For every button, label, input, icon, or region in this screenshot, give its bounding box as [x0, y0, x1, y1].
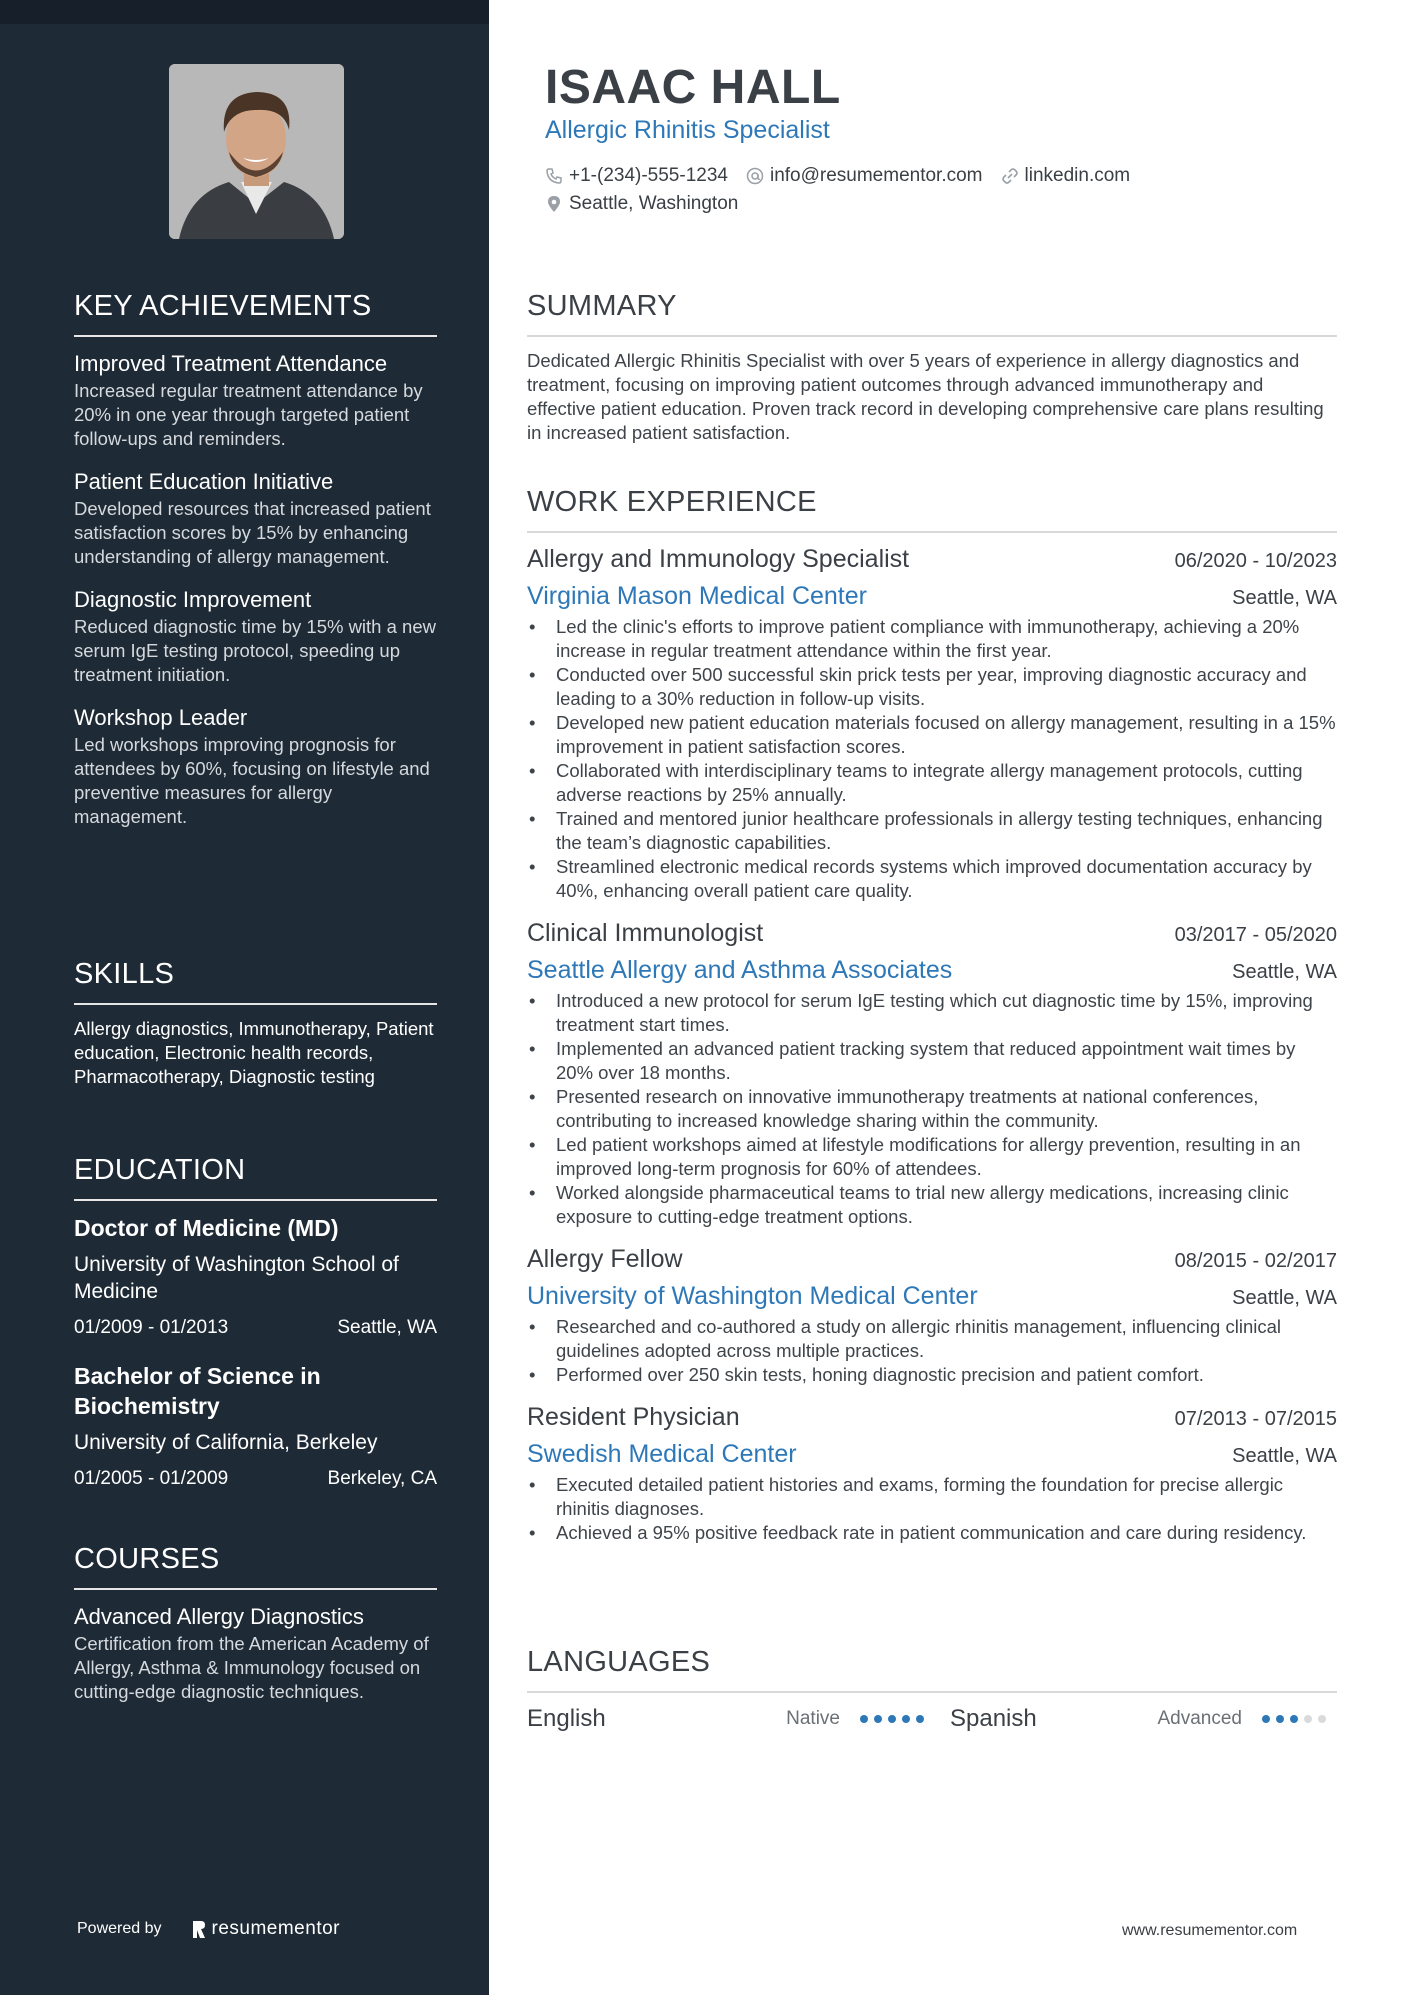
rating-dot-filled	[1276, 1715, 1284, 1723]
job-bullet: • Introduced a new protocol for serum IgE testing which cut diagnostic time by 15%, improving treatment start times.	[527, 989, 1337, 1037]
job-bullet: • Executed detailed patient histories and exams, forming the foundation for precise allergic rhinitis diagnoses.	[527, 1473, 1337, 1521]
languages-heading: LANGUAGES	[527, 1646, 1337, 1693]
education-item	[74, 1213, 437, 1339]
rating-dot-filled	[1290, 1715, 1298, 1723]
language-item	[950, 1705, 1337, 1733]
job-company: Virginia Mason Medical Center	[527, 582, 867, 610]
summary-section	[527, 290, 1337, 445]
job-location: Seattle, WA	[1232, 1445, 1337, 1467]
experience-section	[527, 486, 1337, 1561]
education-school: University of Washington School of Medicine	[74, 1253, 399, 1303]
education-school: University of California, Berkeley	[74, 1431, 378, 1454]
language-level: Native	[786, 1708, 840, 1729]
job-dates: 03/2017 - 05/2020	[1174, 924, 1337, 946]
phone-icon	[545, 167, 563, 185]
job-entry	[527, 545, 1337, 903]
rating-dot-empty	[1318, 1715, 1326, 1723]
achievement-desc: Increased regular treatment attendance by 20% in one year through targeted patient follow-ups and reminders.	[74, 380, 423, 449]
rating-dot-filled	[902, 1715, 910, 1723]
achievement-title: Improved Treatment Attendance	[74, 351, 388, 376]
achievement-desc: Reduced diagnostic time by 15% with a new serum IgE testing protocol, speeding up treatment initiation.	[74, 616, 436, 685]
job-bullet: • Researched and co-authored a study on allergic rhinitis management, influencing clinical guidelines adopted across multiple practices.	[527, 1315, 1337, 1363]
achievements-section	[74, 290, 437, 845]
rating-dot-filled	[916, 1715, 924, 1723]
job-bullet: • Worked alongside pharmaceutical teams to trial new allergy medications, increasing clinic exposure to cutting-edge treatment options.	[527, 1181, 1337, 1229]
location-text: Seattle, Washington	[569, 193, 739, 214]
job-bullet: • Led the clinic's efforts to improve patient compliance with immunotherapy, achieving a 20% increase in regular treatment attendance within the first year.	[527, 615, 1337, 663]
job-dates: 08/2015 - 02/2017	[1174, 1250, 1337, 1272]
experience-heading: WORK EXPERIENCE	[527, 486, 1337, 533]
candidate-title: Allergic Rhinitis Specialist	[545, 116, 830, 144]
job-bullet: • Trained and mentored junior healthcare professionals in allergy testing techniques, enhancing the team’s diagnostic capabilities.	[527, 807, 1337, 855]
footer-url[interactable]: www.resumementor.com	[1122, 1922, 1298, 1939]
job-role: Allergy Fellow	[527, 1245, 683, 1273]
job-dates: 06/2020 - 10/2023	[1174, 550, 1337, 572]
achievement-desc: Developed resources that increased patient satisfaction scores by 15% by enhancing understanding of allergy management.	[74, 498, 431, 567]
brand-logo[interactable]	[192, 1918, 341, 1940]
education-degree: Bachelor of Science in Biochemistry	[74, 1363, 321, 1419]
languages-section	[527, 1646, 1337, 1733]
powered-by	[77, 1918, 340, 1940]
language-rating	[1262, 1715, 1326, 1723]
job-bullet: • Developed new patient education materials focused on allergy management, resulting in a 15% improvement in patient satisfaction scores.	[527, 711, 1337, 759]
job-company: University of Washington Medical Center	[527, 1282, 978, 1310]
job-location: Seattle, WA	[1232, 587, 1337, 609]
achievement-title: Workshop Leader	[74, 705, 248, 730]
course-title: Advanced Allergy Diagnostics	[74, 1604, 364, 1629]
job-bullet: • Conducted over 500 successful skin prick tests per year, improving diagnostic accuracy and leading to a 30% reduction in follow-up visits.	[527, 663, 1337, 711]
job-bullet: • Performed over 250 skin tests, honing diagnostic precision and patient comfort.	[527, 1363, 1337, 1387]
profile-photo	[169, 64, 344, 239]
brand-name: resumementor	[211, 1918, 340, 1939]
skills-list: Allergy diagnostics, Immunotherapy, Patient education, Electronic health records, Pharmacotherapy, Diagnostic testing	[74, 1018, 434, 1087]
summary-heading: SUMMARY	[527, 290, 1337, 337]
language-name: English	[527, 1705, 606, 1732]
job-entry	[527, 919, 1337, 1229]
contact-phone[interactable]	[545, 165, 728, 187]
job-bullet: • Streamlined electronic medical records systems which improved documentation accuracy by 40%, enhancing overall patient care quality.	[527, 855, 1337, 903]
courses-heading: COURSES	[74, 1543, 437, 1590]
job-role: Resident Physician	[527, 1403, 740, 1431]
language-item	[527, 1705, 950, 1733]
email-at-icon	[746, 167, 764, 185]
job-bullet: • Led patient workshops aimed at lifestyle modifications for allergy prevention, resulting in an improved long-term prognosis for 60% of attendees.	[527, 1133, 1337, 1181]
language-level: Advanced	[1157, 1708, 1242, 1729]
job-location: Seattle, WA	[1232, 1287, 1337, 1309]
job-entry	[527, 1245, 1337, 1387]
job-location: Seattle, WA	[1232, 961, 1337, 983]
education-item	[74, 1361, 437, 1490]
job-bullet: • Collaborated with interdisciplinary teams to integrate allergy management protocols, cutting adverse reactions by 25% annually.	[527, 759, 1337, 807]
achievement-item	[74, 585, 437, 687]
job-bullet: • Achieved a 95% positive feedback rate in patient communication and care during residency.	[527, 1521, 1337, 1545]
language-name: Spanish	[950, 1705, 1037, 1732]
contact-linkedin[interactable]	[1001, 165, 1131, 187]
education-dates: 01/2005 - 01/2009	[74, 1468, 229, 1489]
job-role: Clinical Immunologist	[527, 919, 764, 947]
job-dates: 07/2013 - 07/2015	[1174, 1408, 1337, 1430]
person-portrait-icon	[169, 64, 344, 239]
email-text: info@resumementor.com	[769, 165, 983, 186]
achievement-item	[74, 349, 437, 451]
rating-dot-filled	[888, 1715, 896, 1723]
achievement-desc: Led workshops improving prognosis for attendees by 60%, focusing on lifestyle and preventive measures for allergy management.	[74, 734, 430, 827]
powered-by-label: Powered by	[77, 1920, 162, 1937]
job-bullets	[527, 1315, 1337, 1387]
contact-email[interactable]	[746, 165, 983, 187]
job-bullet: • Implemented an advanced patient tracking system that reduced appointment wait times by 20% over 18 months.	[527, 1037, 1337, 1085]
achievements-heading: KEY ACHIEVEMENTS	[74, 290, 437, 337]
job-bullets	[527, 989, 1337, 1229]
education-location: Berkeley, CA	[327, 1468, 437, 1489]
location-pin-icon	[545, 195, 563, 213]
job-entry	[527, 1403, 1337, 1545]
job-bullets	[527, 615, 1337, 903]
courses-section	[74, 1543, 437, 1720]
phone-text: +1-(234)-555-1234	[569, 165, 728, 186]
job-company: Seattle Allergy and Asthma Associates	[527, 956, 953, 984]
achievement-title: Diagnostic Improvement	[74, 587, 312, 612]
sidebar	[0, 0, 489, 1995]
rating-dot-filled	[874, 1715, 882, 1723]
summary-text: Dedicated Allergic Rhinitis Specialist with over 5 years of experience in allergy diagnostics and treatment, focusing on improving patient outcomes through advanced immunotherapy and effective patient education. Proven track record in developing comprehensive care plans resulting in increased patient satisfaction.	[527, 350, 1324, 443]
rating-dot-empty	[1304, 1715, 1312, 1723]
contact-location	[545, 193, 738, 215]
sidebar-top-strip	[0, 0, 489, 24]
education-degree: Doctor of Medicine (MD)	[74, 1215, 339, 1241]
course-item	[74, 1602, 437, 1704]
achievement-item	[74, 467, 437, 569]
job-role: Allergy and Immunology Specialist	[527, 545, 910, 573]
contact-info	[545, 162, 1305, 218]
candidate-name: ISAAC HALL	[545, 61, 841, 114]
rating-dot-filled	[1262, 1715, 1270, 1723]
education-heading: EDUCATION	[74, 1154, 437, 1201]
brand-mark-icon	[192, 1920, 206, 1939]
achievement-title: Patient Education Initiative	[74, 469, 334, 494]
job-company: Swedish Medical Center	[527, 1440, 797, 1468]
course-desc: Certification from the American Academy of Allergy, Asthma & Immunology focused on cutting-edge diagnostic techniques.	[74, 1633, 429, 1702]
achievement-item	[74, 703, 437, 829]
skills-heading: SKILLS	[74, 958, 437, 1005]
education-location: Seattle, WA	[337, 1317, 437, 1338]
job-bullet: • Presented research on innovative immunotherapy treatments at national conferences, contributing to increased knowledge sharing within the community.	[527, 1085, 1337, 1133]
rating-dot-filled	[860, 1715, 868, 1723]
linkedin-text: linkedin.com	[1024, 165, 1131, 186]
education-section	[74, 1154, 437, 1512]
education-dates: 01/2009 - 01/2013	[74, 1317, 229, 1338]
skills-section	[74, 958, 437, 1089]
job-bullets	[527, 1473, 1337, 1545]
language-rating	[860, 1715, 924, 1723]
link-icon	[1001, 167, 1019, 185]
